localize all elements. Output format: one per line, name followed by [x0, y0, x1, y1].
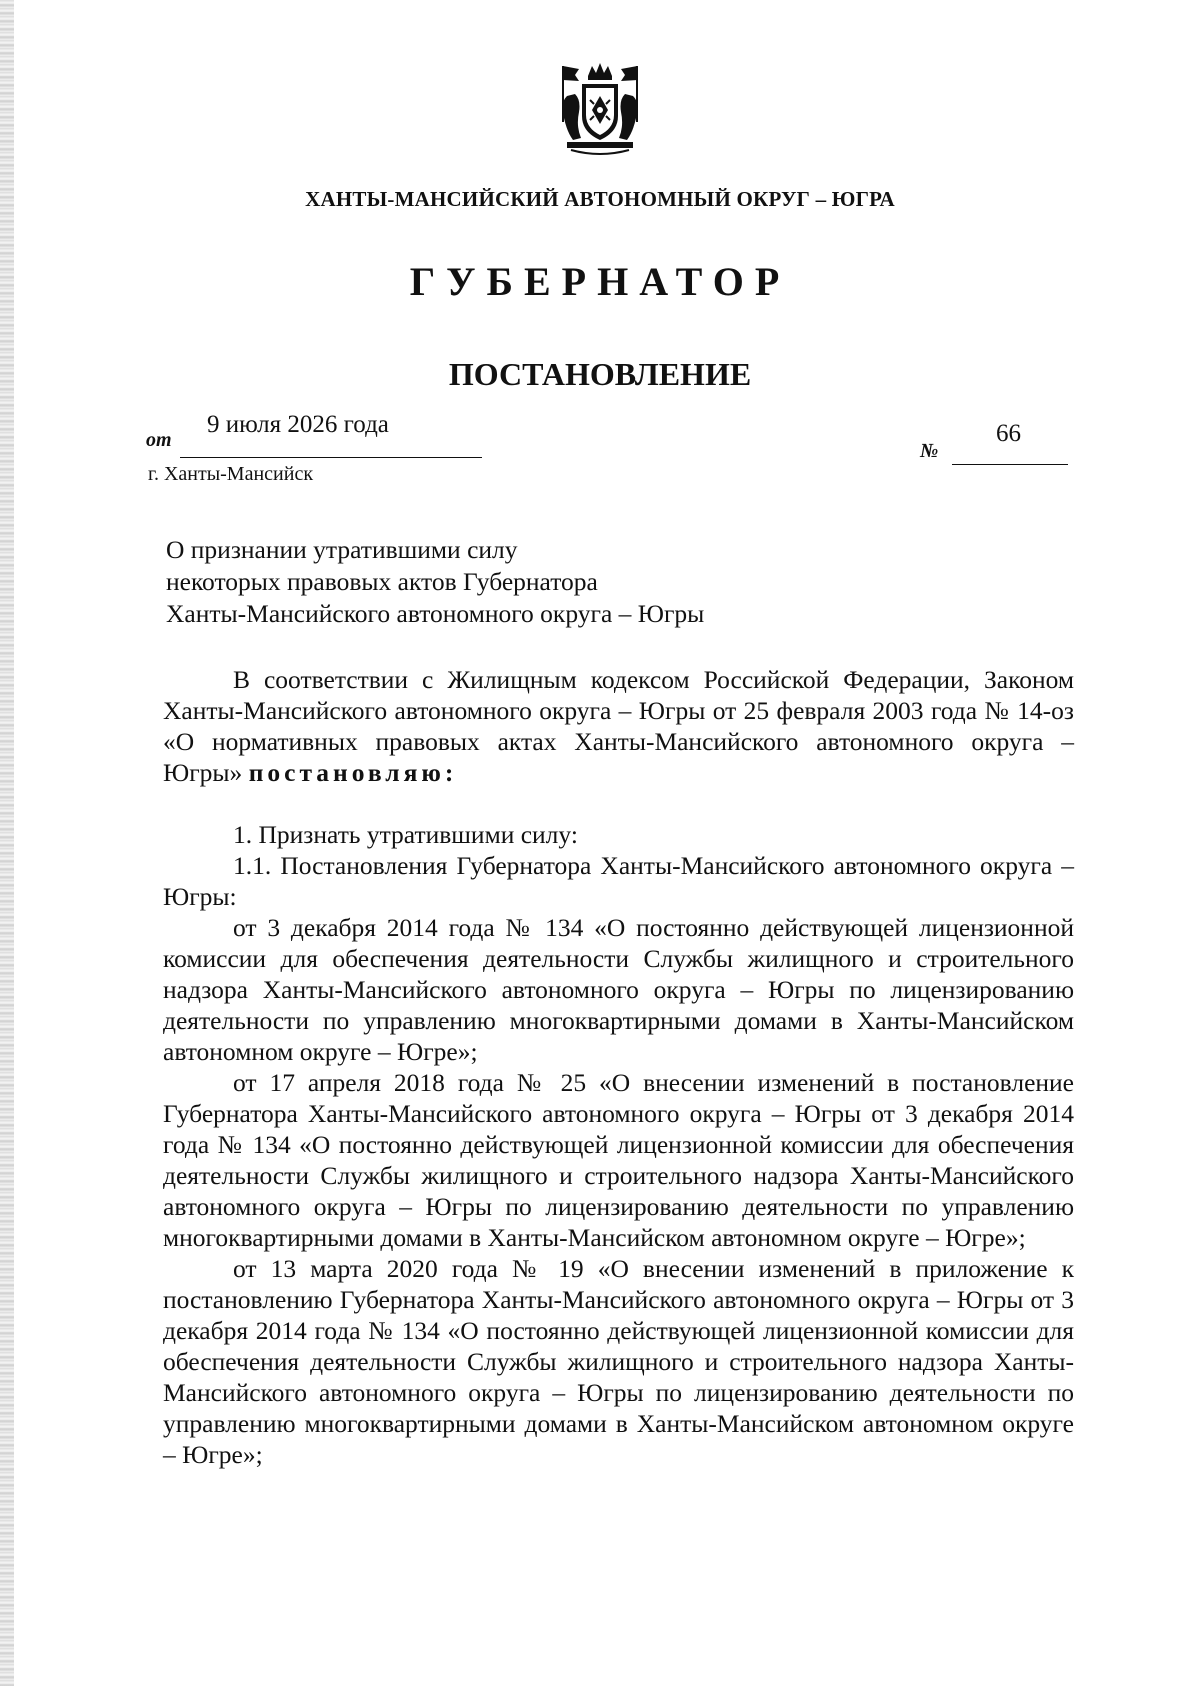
subject-line: некоторых правовых актов Губернатора: [166, 567, 598, 596]
preamble-text: В соответствии с Жилищным кодексом Российской Федерации, Законом Ханты-Мансийского автономного округа – Югры от 25 февраля 2003 года № 14-оз «О нормативных правовых актах Ханты-Мансийского автономного округа – Югры»: [163, 665, 1074, 787]
item-1-1: 1.1. Постановления Губернатора Ханты-Мансийского автономного округа – Югры:: [163, 851, 1074, 911]
document-date: 9 июля 2026 года: [207, 411, 389, 438]
coat-of-arms-icon: [545, 60, 655, 160]
item-1: 1. Признать утратившими силу:: [233, 820, 578, 849]
document-number: 66: [996, 420, 1021, 447]
number-prefix: №: [920, 440, 939, 462]
repealed-act: от 3 декабря 2014 года № 134 «О постоянно действующей лицензионной комиссии для обеспечения деятельности Службы жилищного и строительного надзора Ханты-Мансийского автономного округа – Югры по лицензированию деятельности по управлению многоквартирными домами в Ханты-Мансийском автономном округе – Югре»;: [163, 913, 1074, 1066]
subject-line: Ханты-Мансийского автономного округа – Югры: [166, 599, 705, 628]
region-title: ХАНТЫ-МАНСИЙСКИЙ АВТОНОМНЫЙ ОКРУГ – ЮГРА: [305, 187, 895, 211]
repealed-act: от 17 апреля 2018 года № 25 «О внесении изменений в постановление Губернатора Ханты-Мансийского автономного округа – Югры от 3 декабря 2014 года № 134 «О постоянно действующей лицензионной комиссии для обеспечения деятельности Службы жилищного и строительного надзора Ханты-Мансийского автономного округа – Югры по лицензированию деятельности по управлению многоквартирными домами в Ханты-Мансийском автономном округе – Югре»;: [163, 1068, 1074, 1252]
city: г. Ханты-Мансийск: [148, 463, 314, 485]
date-prefix: от: [146, 429, 172, 451]
subject-line: О признании утратившими силу: [166, 535, 518, 564]
document-subject: [166, 534, 704, 630]
authority-title: ГУБЕРНАТОР: [409, 259, 791, 304]
number-underline: [952, 446, 1068, 465]
document-body: [163, 664, 1074, 1470]
document-type: ПОСТАНОВЛЕНИЕ: [448, 356, 752, 392]
scan-edge: [0, 0, 14, 1686]
decree-word: постановляю:: [248, 758, 458, 787]
repealed-act: от 13 марта 2020 года № 19 «О внесении изменений в приложение к постановлению Губернатора Ханты-Мансийского автономного округа – Югры от 3 декабря 2014 года № 134 «О постоянно действующей лицензионной комиссии для обеспечения деятельности Службы жилищного и строительного надзора Ханты-Мансийского автономного округа – Югры по лицензированию деятельности по управлению многоквартирными домами в Ханты-Мансийском автономном округе – Югре»;: [163, 1254, 1074, 1469]
date-underline: [180, 437, 482, 458]
preamble-paragraph: [163, 664, 1074, 788]
